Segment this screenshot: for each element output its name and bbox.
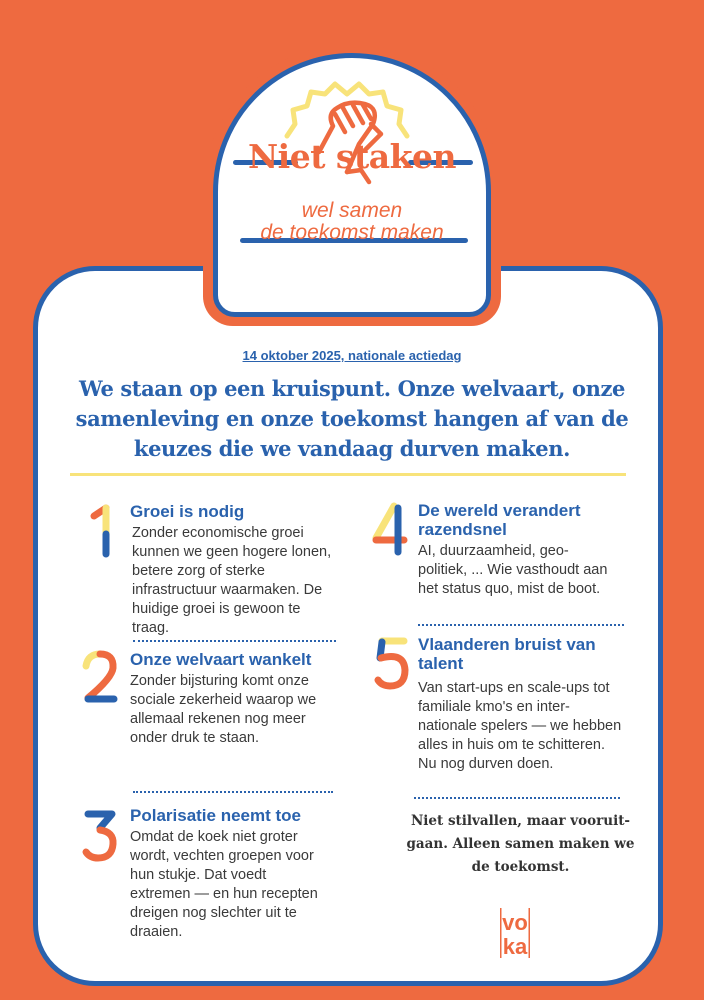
closing-statement: Niet stilvallen, maar vooruit-gaan. Alleen samen maken we de toekomst. <box>406 813 635 875</box>
number-2-icon <box>80 648 120 706</box>
voka-logo <box>500 908 530 958</box>
dotted-divider <box>133 640 336 642</box>
divider <box>70 473 626 476</box>
item-title: Onze welvaart wankelt <box>130 650 312 669</box>
event-date: 14 oktober 2025, nationale actiedag <box>242 348 462 363</box>
dotted-divider <box>133 791 333 793</box>
dotted-divider <box>414 797 620 799</box>
item-3 <box>130 806 330 942</box>
number-4-icon <box>370 500 410 558</box>
item-4 <box>418 501 628 599</box>
item-title: De wereld verandert razendsnel <box>418 501 581 539</box>
item-body: Zonder economische groei kunnen we geen hogere lonen, betere zorg of sterke infrastructuur waarmaken. De huidige groei is gewoon te traag. <box>132 525 332 636</box>
number-3-icon <box>80 806 120 864</box>
number-5-icon <box>372 634 412 692</box>
item-body: Zonder bijsturing komt onze sociale zekerheid waarop we allemaal rekenen nog meer onder druk te staan. <box>130 673 317 746</box>
item-2 <box>130 650 330 748</box>
subtitle-line-1: wel samen <box>301 199 403 222</box>
item-body: Van start-ups en scale-ups tot familiale kmo's en inter-nationale spelers — we hebben alles in huis om te schitteren. Nu nog durven doen. <box>418 680 622 772</box>
svg-text:ka: ka <box>502 934 528 958</box>
number-1-icon <box>86 502 120 560</box>
subtitle-line-2: de toekomst maken <box>260 221 444 244</box>
item-1 <box>130 502 340 638</box>
logo-title: Niet staken <box>248 137 456 176</box>
headline: We staan op een kruispunt. Onze welvaart, onze samenleving en onze toekomst hangen af van de keuzes die we vandaag durven maken. <box>75 376 629 461</box>
item-body: Omdat de koek niet groter wordt, vechten groepen voor hun stukje. Dat voedt extremen — en hun recepten dreigen nog slechter uit te draaien. <box>130 829 318 940</box>
dotted-divider <box>418 624 624 626</box>
logo-subtitle <box>0 200 704 244</box>
svg-text:vo: vo <box>502 910 528 935</box>
item-5 <box>418 635 628 774</box>
item-body: AI, duurzaamheid, geo-politiek, ... Wie vasthoudt aan het status quo, mist de boot. <box>418 543 608 597</box>
item-title: Polarisatie neemt toe <box>130 806 302 825</box>
item-title: Groei is nodig <box>130 502 245 521</box>
item-title: Vlaanderen bruist van talent <box>418 635 596 673</box>
